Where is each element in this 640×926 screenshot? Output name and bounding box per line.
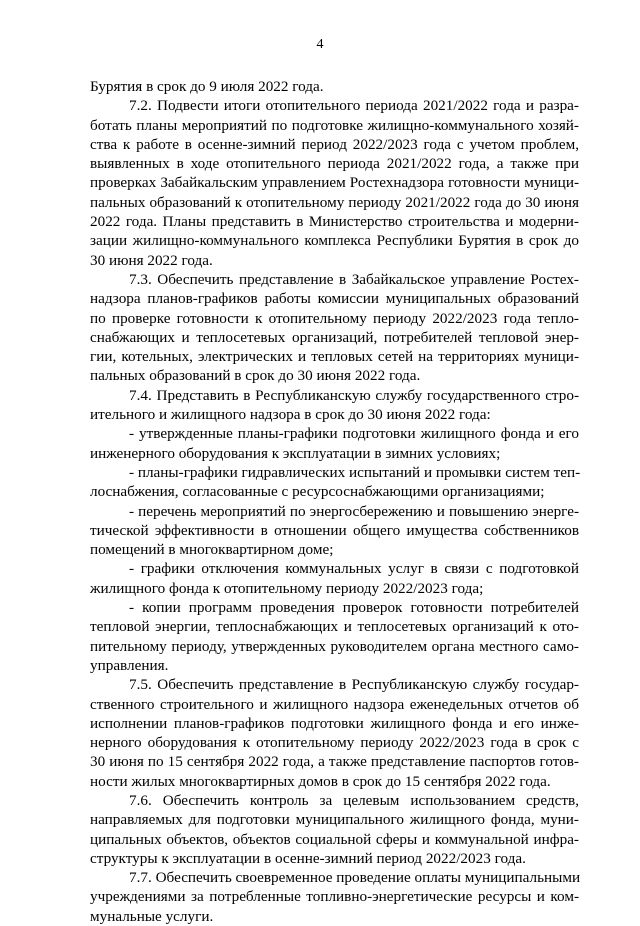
text-line: ности жилых многоквартирных домов в срок до 15 сентября 2022 года. [90, 772, 551, 790]
text-line: пальных образований в срок до 30 июня 2022 года. [90, 367, 421, 385]
text-line: пительному периоду, утвержденных руководителем органа местного само- [90, 637, 579, 655]
paragraph-first-line: 7.4. Представить в Республиканскую службу государственного стро- [129, 386, 579, 404]
paragraph-first-line: - копии программ проведения проверок готовности потребителей [129, 599, 579, 617]
paragraph-first-line: 7.3. Обеспечить представление в Забайкальское управление Ростех- [129, 270, 579, 288]
text-line: ительного и жилищного надзора в срок до 30 июня 2022 года: [90, 406, 491, 424]
paragraph-first-line: - графики отключения коммунальных услуг в связи с подготовкой [129, 560, 579, 578]
text-line: зации жилищно-коммунального комплекса Республики Бурятия в срок до [90, 232, 579, 250]
text-line: структуры к эксплуатации в осенне-зимний период 2022/2023 года. [90, 849, 526, 867]
text-line: исполнении планов-графиков подготовки жилищного фонда и его инже- [90, 714, 579, 732]
text-line: пальных образований к отопительному периоду 2021/2022 года до 30 июня [90, 193, 579, 211]
text-line: гии, котельных, электрических и тепловых сетей на территориях муници- [90, 348, 579, 366]
text-line: снабжающих и теплосетевых организаций, потребителей тепловой энер- [90, 328, 579, 346]
text-line: ципальных объектов, объектов социальной сферы и коммунальной инфра- [90, 830, 579, 848]
text-line: мунальные услуги. [90, 907, 214, 925]
text-line: инженерного оборудования к эксплуатации в зимних условиях; [90, 444, 501, 462]
paragraph-first-line: - планы-графики гидравлических испытаний и промывки систем теп- [129, 463, 581, 481]
text-line: ства к работе в осенне-зимний период 2022/2023 года с учетом проблем, [90, 135, 579, 153]
text-line: направляемых для подготовки муниципального жилищного фонда, муни- [90, 811, 579, 829]
text-line: 2022 года. Планы представить в Министерство строительства и модерни- [90, 213, 579, 231]
text-line: помещений в многоквартирном доме; [90, 541, 334, 559]
paragraph-first-line: 7.6. Обеспечить контроль за целевым использованием средств, [129, 791, 579, 809]
text-line: жилищного фонда к отопительному периоду 2022/2023 года; [90, 579, 484, 597]
text-line: 30 июня по 15 сентября 2022 года, а также представление паспортов готов- [90, 753, 579, 771]
text-line: учреждениями за потребленные топливно-энергетические ресурсы и ком- [90, 888, 579, 906]
text-line: управления. [90, 656, 169, 674]
paragraph-first-line: 7.2. Подвести итоги отопительного периода 2021/2022 года и разра- [129, 97, 579, 115]
text-line: проверках Забайкальским управлением Ростехнадзора готовности муници- [90, 174, 579, 192]
text-line: нерного оборудования к отопительному периоду 2022/2023 года в срок с [90, 734, 579, 752]
paragraph-first-line: 7.7. Обеспечить своевременное проведение оплаты муниципальными [129, 869, 581, 887]
paragraph-first-line: - перечень мероприятий по энергосбережению и повышению энерге- [129, 502, 579, 520]
text-line: ботать планы мероприятий по подготовке жилищно-коммунального хозяй- [90, 116, 579, 134]
text-line: выявленных в ходе отопительного периода 2021/2022 года, а также при [90, 155, 579, 173]
document-body [90, 77, 579, 926]
text-line: Бурятия в срок до 9 июля 2022 года. [90, 78, 324, 95]
text-line: 30 июня 2022 года. [90, 251, 213, 269]
text-line: ственного строительного и жилищного надзора еженедельных отчетов об [90, 695, 579, 713]
text-line: лоснабжения, согласованные с ресурсоснабжающими организациями; [90, 483, 545, 501]
text-line: надзора планов-графиков работы комиссии муниципальных образований [90, 290, 579, 308]
page-number: 4 [316, 37, 324, 52]
paragraph-first-line: - утвержденные планы-графики подготовки жилищного фонда и его [129, 425, 579, 443]
text-line: тепловой энергии, теплоснабжающих и теплосетевых организаций к ото- [90, 618, 579, 636]
text-line: по проверке готовности к отопительному периоду 2022/2023 года тепло- [90, 309, 579, 327]
paragraph-first-line: 7.5. Обеспечить представление в Республиканскую службу государ- [129, 676, 579, 694]
text-line: тической эффективности в отношении общего имущества собственников [90, 521, 579, 539]
